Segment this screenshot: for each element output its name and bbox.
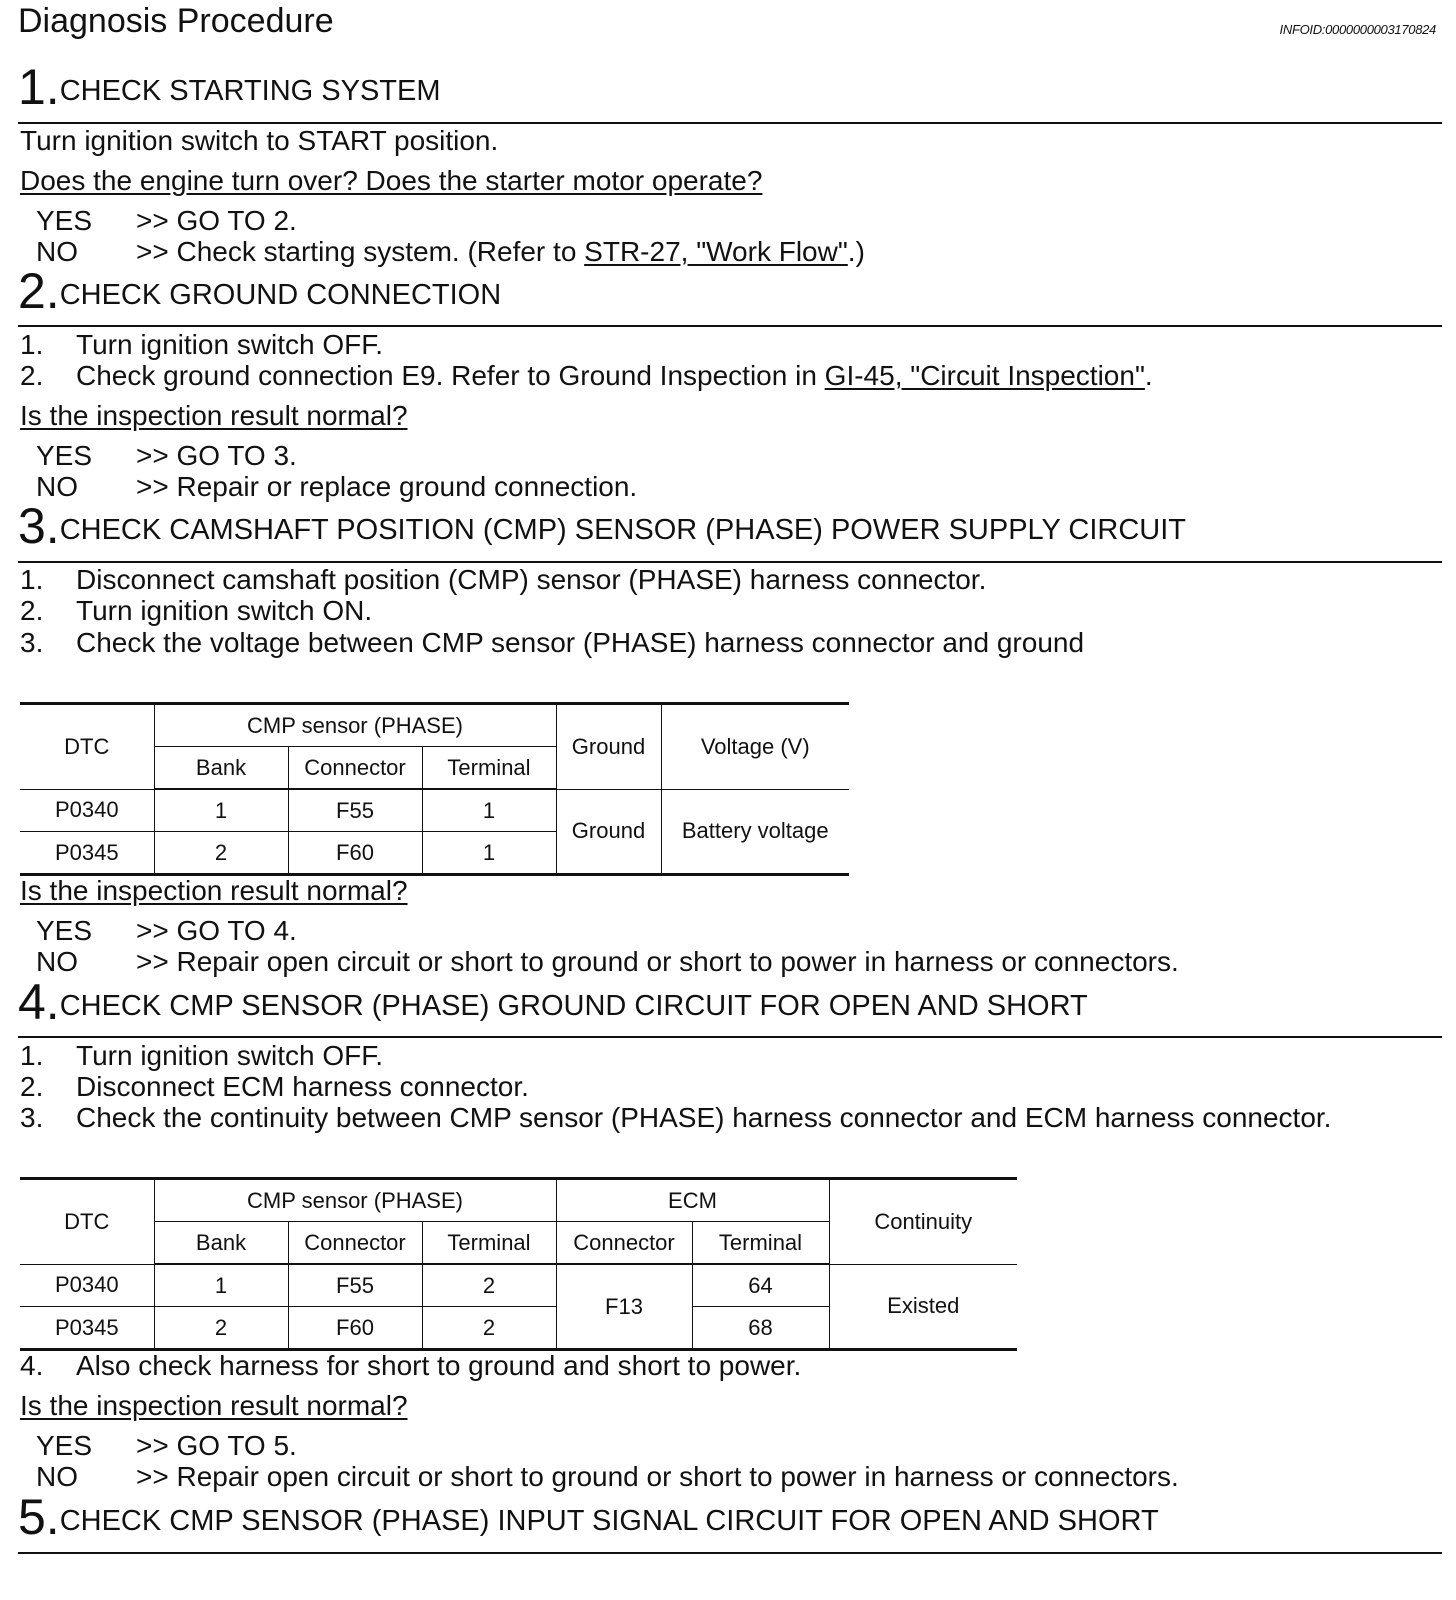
step-divider xyxy=(18,122,1442,124)
list-number: 1. xyxy=(20,329,44,360)
cell-terminal: 2 xyxy=(422,1307,556,1350)
page-title: Diagnosis Procedure xyxy=(18,2,334,40)
no-text: >> Repair open circuit or short to ground or short to power in harness or connectors. xyxy=(136,946,1179,977)
header-continuity: Continuity xyxy=(829,1179,1017,1265)
yes-text: >> GO TO 2. xyxy=(136,205,297,236)
list-text: Check ground connection E9. Refer to Ground Inspection in xyxy=(76,360,825,391)
step-divider xyxy=(18,561,1442,563)
list-number: 3. xyxy=(20,627,44,658)
list-text: Also check harness for short to ground and short to power. xyxy=(76,1350,802,1381)
step-title: CHECK STARTING SYSTEM xyxy=(59,75,441,107)
reference-link[interactable]: GI-45, "Circuit Inspection" xyxy=(824,360,1145,391)
yes-label: YES xyxy=(36,1430,93,1461)
cell-terminal: 1 xyxy=(422,832,556,875)
list-item xyxy=(20,360,1153,392)
cell-ecm-connector: F13 xyxy=(556,1264,692,1350)
step-number: 3. xyxy=(18,498,60,554)
no-answer xyxy=(36,946,1179,978)
list-text: Turn ignition switch ON. xyxy=(76,595,373,626)
no-label: NO xyxy=(36,236,78,267)
cell-ecm-terminal: 68 xyxy=(692,1307,829,1350)
header-cmp-sensor: CMP sensor (PHASE) xyxy=(154,1179,556,1222)
yes-text: >> GO TO 3. xyxy=(136,440,297,471)
yes-text: >> GO TO 5. xyxy=(136,1430,297,1461)
step-title: CHECK CAMSHAFT POSITION (CMP) SENSOR (PHASE) POWER SUPPLY CIRCUIT xyxy=(59,514,1187,546)
header-voltage: Voltage (V) xyxy=(661,704,849,790)
no-text-end: .) xyxy=(847,236,865,267)
header-dtc: DTC xyxy=(20,1179,154,1265)
cell-dtc: P0345 xyxy=(20,1307,154,1350)
yes-label: YES xyxy=(36,205,93,236)
step-number: 1. xyxy=(18,59,60,115)
cell-connector: F55 xyxy=(288,789,422,832)
list-item xyxy=(20,329,383,361)
step-title: CHECK CMP SENSOR (PHASE) INPUT SIGNAL CIRCUIT FOR OPEN AND SHORT xyxy=(59,1505,1159,1537)
list-item xyxy=(20,1040,383,1072)
no-label: NO xyxy=(36,471,78,502)
list-item xyxy=(20,1102,1331,1134)
header-bank: Bank xyxy=(154,1222,288,1265)
list-number: 2. xyxy=(20,1071,44,1102)
header-ground: Ground xyxy=(556,704,661,790)
header-connector: Connector xyxy=(288,747,422,790)
list-text: Check the voltage between CMP sensor (PHASE) harness connector and ground xyxy=(76,627,1085,658)
cell-dtc: P0340 xyxy=(20,1264,154,1307)
header-terminal: Terminal xyxy=(422,747,556,790)
header-connector: Connector xyxy=(288,1222,422,1265)
cell-connector: F60 xyxy=(288,1307,422,1350)
no-text: >> Repair or replace ground connection. xyxy=(136,471,638,502)
yes-label: YES xyxy=(36,440,93,471)
step-2-heading xyxy=(18,263,502,319)
no-answer xyxy=(36,1461,1179,1493)
table-row xyxy=(20,789,849,832)
cell-terminal: 1 xyxy=(422,789,556,832)
list-number: 1. xyxy=(20,564,44,595)
cell-bank: 1 xyxy=(154,789,288,832)
no-label: NO xyxy=(36,1461,78,1492)
list-item xyxy=(20,627,1084,659)
list-number: 1. xyxy=(20,1040,44,1071)
yes-answer xyxy=(36,440,297,472)
step-4-heading xyxy=(18,974,1088,1030)
list-number: 2. xyxy=(20,595,44,626)
step-number: 2. xyxy=(18,263,60,319)
list-text-end: . xyxy=(1144,360,1153,391)
step-divider xyxy=(18,325,1442,327)
cell-terminal: 2 xyxy=(422,1264,556,1307)
list-text: Disconnect camshaft position (CMP) sensor (PHASE) harness connector. xyxy=(76,564,987,595)
step-divider xyxy=(18,1036,1442,1038)
instruction-text: Turn ignition switch to START position. xyxy=(20,125,499,156)
list-text: Disconnect ECM harness connector. xyxy=(76,1071,529,1102)
header-dtc: DTC xyxy=(20,704,154,790)
step-number: 5. xyxy=(18,1489,60,1545)
list-item xyxy=(20,564,986,596)
cell-ecm-terminal: 64 xyxy=(692,1264,829,1307)
cell-connector: F55 xyxy=(288,1264,422,1307)
no-label: NO xyxy=(36,946,78,977)
list-number: 4. xyxy=(20,1350,44,1381)
list-text: Check the continuity between CMP sensor (PHASE) harness connector and ECM harness connector. xyxy=(76,1102,1332,1133)
list-item xyxy=(20,1071,529,1103)
step-title: CHECK CMP SENSOR (PHASE) GROUND CIRCUIT FOR OPEN AND SHORT xyxy=(59,990,1088,1022)
yes-answer xyxy=(36,915,297,947)
inspection-question: Does the engine turn over? Does the starter motor operate? xyxy=(20,165,763,196)
step-divider xyxy=(18,1552,1442,1554)
info-id: INFOID:0000000003170824 xyxy=(1279,22,1436,37)
list-text: Turn ignition switch OFF. xyxy=(76,1040,384,1071)
inspection-question: Is the inspection result normal? xyxy=(20,1390,408,1421)
cell-ground: Ground xyxy=(556,789,661,875)
cell-dtc: P0340 xyxy=(20,789,154,832)
list-number: 2. xyxy=(20,360,44,391)
cell-bank: 2 xyxy=(154,832,288,875)
header-cmp-sensor: CMP sensor (PHASE) xyxy=(154,704,556,747)
header-terminal: Terminal xyxy=(422,1222,556,1265)
list-item xyxy=(20,1350,801,1382)
list-text: Turn ignition switch OFF. xyxy=(76,329,384,360)
yes-answer xyxy=(36,1430,297,1462)
no-answer xyxy=(36,471,637,503)
cell-bank: 2 xyxy=(154,1307,288,1350)
no-text: >> Repair open circuit or short to ground or short to power in harness or connectors. xyxy=(136,1461,1179,1492)
no-answer xyxy=(36,236,865,268)
yes-answer xyxy=(36,205,297,237)
inspection-question: Is the inspection result normal? xyxy=(20,400,408,431)
step-title: CHECK GROUND CONNECTION xyxy=(59,279,502,311)
voltage-spec-table xyxy=(20,702,849,876)
step-3-heading xyxy=(18,498,1187,554)
header-ecm-terminal: Terminal xyxy=(692,1222,829,1265)
table-row xyxy=(20,1264,1017,1307)
step-number: 4. xyxy=(18,974,60,1030)
yes-text: >> GO TO 4. xyxy=(136,915,297,946)
header-bank: Bank xyxy=(154,747,288,790)
header-ecm-connector: Connector xyxy=(556,1222,692,1265)
cell-continuity: Existed xyxy=(829,1264,1017,1350)
step-1-heading xyxy=(18,59,441,115)
cell-voltage: Battery voltage xyxy=(661,789,849,875)
cell-connector: F60 xyxy=(288,832,422,875)
reference-link[interactable]: STR-27, "Work Flow" xyxy=(584,236,848,267)
no-text: >> Check starting system. (Refer to xyxy=(136,236,585,267)
yes-label: YES xyxy=(36,915,93,946)
list-item xyxy=(20,595,372,627)
cell-bank: 1 xyxy=(154,1264,288,1307)
cell-dtc: P0345 xyxy=(20,832,154,875)
header-ecm: ECM xyxy=(556,1179,829,1222)
step-5-heading xyxy=(18,1489,1159,1545)
list-number: 3. xyxy=(20,1102,44,1133)
inspection-question: Is the inspection result normal? xyxy=(20,875,408,906)
continuity-spec-table xyxy=(20,1177,1017,1351)
